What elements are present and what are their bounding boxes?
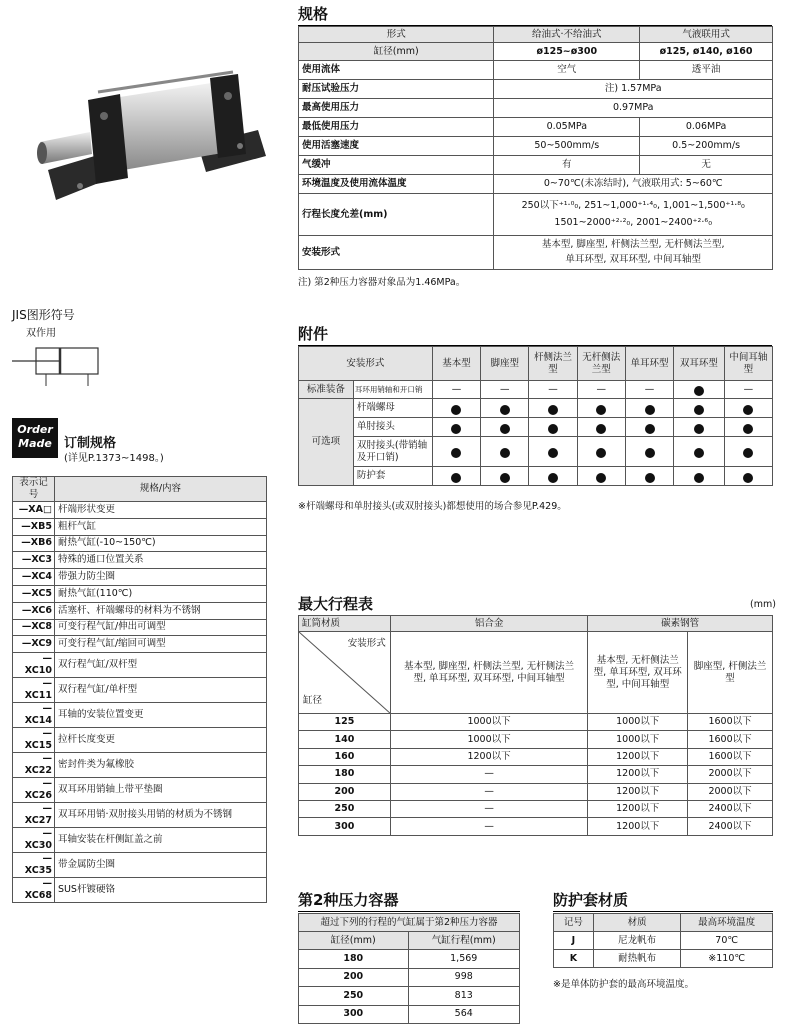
order-code: —XC30 [13, 828, 55, 853]
stroke-bore: 125 [299, 714, 391, 731]
jis-sub: 双作用 [26, 328, 56, 339]
boot-note: ※是单体防护套的最高环境温度。 [553, 979, 694, 990]
boot-code: K [554, 950, 594, 968]
boot-material: 耐热帆布 [593, 950, 681, 968]
stroke-value: 2400以下 [688, 800, 773, 817]
spec-table [298, 26, 773, 270]
order-row [13, 703, 267, 728]
order-content: 双耳环用销轴上带平垫圈 [54, 778, 266, 803]
spec-row-a: 有 [494, 156, 640, 175]
stroke-value: 1200以下 [588, 766, 688, 783]
filled-dot-icon [645, 424, 655, 434]
stroke-bore: 140 [299, 731, 391, 748]
stroke-bore: 250 [299, 800, 391, 817]
spec-stroke-tol-line1: 250以下⁺¹·⁰₀, 251~1,000⁺¹·⁴₀, 1,001~1,500⁺¹·⁸₀ [521, 200, 745, 211]
order-code: —XC27 [13, 803, 55, 828]
filled-dot-icon [500, 405, 510, 415]
spec-row-b: 0.5~200mm/s [640, 137, 773, 156]
acc-head-col: 杆侧法兰型 [529, 347, 577, 381]
order-content: 活塞杆、杆端螺母的材料为不锈钢 [54, 602, 266, 619]
acc-cell [577, 467, 625, 486]
boot-table [553, 913, 773, 968]
stroke-value: 1600以下 [688, 748, 773, 765]
stroke-value: 1000以下 [588, 731, 688, 748]
order-row [13, 803, 267, 828]
order-row [13, 585, 267, 602]
stroke-bore: 300 [299, 818, 391, 835]
acc-opt-group: 可选项 [299, 399, 354, 486]
pressure-head: 超过下列的行程的气缸属于第2种压力容器 [299, 914, 520, 932]
spec-mount-line1: 基本型, 脚座型, 杆侧法兰型, 无杆侧法兰型, [541, 239, 725, 250]
spec-row-b: 透平油 [640, 61, 773, 80]
spec-note: 注) 第2种压力容器对象品为1.46MPa。 [298, 277, 466, 288]
order-content: 可变行程气缸/伸出可调型 [54, 619, 266, 636]
acc-cell [724, 437, 772, 467]
acc-cell [674, 418, 724, 437]
stroke-row [299, 818, 773, 835]
pressure-stroke: 998 [408, 968, 520, 987]
acc-note: ※杆端螺母和单肘接头(或双肘接头)都想使用的场合参见P.429。 [298, 501, 567, 512]
order-content: 带金属防尘圈 [54, 853, 266, 878]
filled-dot-icon [596, 424, 606, 434]
spec-row-a: 空气 [494, 61, 640, 80]
spec-bore-b: ø125, ø140, ø160 [640, 43, 773, 61]
spec-row-a: 50~500mm/s [494, 137, 640, 156]
order-code: —XC22 [13, 753, 55, 778]
stroke-tube-label: 缸筒材质 [299, 616, 391, 632]
acc-cell [577, 437, 625, 467]
boot-row [554, 932, 773, 950]
order-row [13, 569, 267, 586]
filled-dot-icon [694, 448, 704, 458]
stroke-bore: 160 [299, 748, 391, 765]
acc-cell [529, 418, 577, 437]
stroke-value: 1600以下 [688, 731, 773, 748]
spec-row-all: 0~70℃(未冻结时), 气液联用式: 5~60℃ [494, 175, 773, 194]
acc-cell: — [577, 381, 625, 399]
acc-opt-item: 单肘接头 [353, 418, 432, 437]
acc-head-col: 双耳环型 [674, 347, 724, 381]
acc-cell [481, 467, 529, 486]
stroke-value: 1000以下 [390, 731, 588, 748]
filled-dot-icon [500, 448, 510, 458]
stroke-title: 最大行程表 [298, 595, 772, 616]
acc-head-col: 脚座型 [481, 347, 529, 381]
order-row [13, 602, 267, 619]
acc-head-mount: 安装形式 [299, 347, 433, 381]
acc-cell [432, 437, 480, 467]
spec-row-all: 注) 1.57MPa [494, 80, 773, 99]
order-code: —XC26 [13, 778, 55, 803]
stroke-value: 1000以下 [390, 714, 588, 731]
spec-head-form: 形式 [299, 27, 494, 43]
acc-head-col: 基本型 [432, 347, 480, 381]
filled-dot-icon [451, 448, 461, 458]
acc-table [298, 346, 773, 486]
filled-dot-icon [645, 473, 655, 483]
order-head-code: 表示记号 [13, 477, 55, 502]
acc-cell [481, 418, 529, 437]
stroke-col3: 脚座型, 杆侧法兰型 [688, 632, 773, 714]
order-row [13, 619, 267, 636]
order-content: 耳轴的安装位置变更 [54, 703, 266, 728]
order-code: —XB6 [13, 535, 55, 552]
order-row [13, 535, 267, 552]
acc-cell [432, 399, 480, 418]
filled-dot-icon [596, 405, 606, 415]
acc-cell [529, 399, 577, 418]
spec-stroke-tol-label: 行程长度允差(mm) [299, 194, 494, 236]
filled-dot-icon [694, 405, 704, 415]
logo-text-2: Made [18, 437, 52, 450]
order-content: 特殊的通口位置关系 [54, 552, 266, 569]
acc-head-col: 无杆侧法兰型 [577, 347, 625, 381]
order-code: —XC68 [13, 878, 55, 903]
boot-material: 尼龙帆布 [593, 932, 681, 950]
pressure-bore: 300 [299, 1005, 409, 1024]
filled-dot-icon [743, 473, 753, 483]
order-row [13, 678, 267, 703]
stroke-value: 1000以下 [588, 714, 688, 731]
stroke-mat-steel: 碳素钢管 [588, 616, 773, 632]
order-content: 带强力防尘圈 [54, 569, 266, 586]
acc-cell [481, 399, 529, 418]
pressure-row [299, 1005, 520, 1024]
cylinder-product-image [28, 60, 278, 220]
stroke-bore: 200 [299, 783, 391, 800]
pressure-row [299, 968, 520, 987]
pressure-row [299, 950, 520, 969]
order-content: 耳轴安装在杆侧缸盖之前 [54, 828, 266, 853]
stroke-value: — [390, 818, 588, 835]
pressure-bore: 200 [299, 968, 409, 987]
order-code: —XC10 [13, 653, 55, 678]
acc-cell [432, 418, 480, 437]
acc-cell [724, 467, 772, 486]
filled-dot-icon [548, 473, 558, 483]
order-row [13, 518, 267, 535]
order-code: —XC35 [13, 853, 55, 878]
order-content: 耐热气缸(-10~150℃) [54, 535, 266, 552]
boot-title: 防护套材质 [553, 891, 773, 912]
spec-mount-value [494, 236, 773, 270]
pressure-row [299, 987, 520, 1006]
acc-cell [577, 399, 625, 418]
spec-row-b: 0.06MPa [640, 118, 773, 137]
stroke-col2: 基本型, 无杆侧法兰型, 单耳环型, 双耳环型, 中间耳轴型 [588, 632, 688, 714]
order-content: 耐热气缸(110℃) [54, 585, 266, 602]
order-content: 粗杆气缸 [54, 518, 266, 535]
filled-dot-icon [596, 448, 606, 458]
order-row [13, 552, 267, 569]
acc-cell [625, 399, 673, 418]
pressure-col-stroke: 气缸行程(mm) [408, 932, 520, 950]
stroke-value: — [390, 800, 588, 817]
order-content: 密封件类为氟橡胶 [54, 753, 266, 778]
order-row [13, 653, 267, 678]
order-row [13, 778, 267, 803]
stroke-row [299, 748, 773, 765]
stroke-value: 1200以下 [390, 748, 588, 765]
stroke-mount-label: 安装形式 [347, 638, 386, 649]
order-code: —XC5 [13, 585, 55, 602]
stroke-value: — [390, 766, 588, 783]
order-code: —XA□ [13, 502, 55, 519]
pressure-bore: 250 [299, 987, 409, 1006]
order-code: —XC8 [13, 619, 55, 636]
boot-row [554, 950, 773, 968]
logo-text-1: Order [17, 423, 53, 436]
stroke-value: 1200以下 [588, 800, 688, 817]
stroke-value: 2000以下 [688, 783, 773, 800]
acc-cell [625, 467, 673, 486]
filled-dot-icon [548, 424, 558, 434]
stroke-bore-label: 缸径 [303, 695, 323, 706]
acc-cell [625, 437, 673, 467]
order-row [13, 636, 267, 653]
order-content: 双耳环用销·双肘接头用销的材质为不锈钢 [54, 803, 266, 828]
stroke-value: 1200以下 [588, 748, 688, 765]
order-row [13, 828, 267, 853]
spec-row-label: 环境温度及使用流体温度 [299, 175, 494, 194]
filled-dot-icon [451, 424, 461, 434]
filled-dot-icon [548, 405, 558, 415]
spec-row-b: 无 [640, 156, 773, 175]
stroke-value: 1200以下 [588, 818, 688, 835]
spec-row-label: 最低使用压力 [299, 118, 494, 137]
acc-opt-item: 双肘接头(带销轴及开口销) [353, 437, 432, 467]
pressure-bore: 180 [299, 950, 409, 969]
acc-head-col: 中间耳轴型 [724, 347, 772, 381]
order-row [13, 728, 267, 753]
boot-code: J [554, 932, 594, 950]
filled-dot-icon [500, 424, 510, 434]
spec-stroke-tol-line2: 1501~2000⁺²·²₀, 2001~2400⁺²·⁶₀ [554, 217, 713, 228]
spec-title: 规格 [298, 5, 772, 26]
order-content: 可变行程气缸/缩回可调型 [54, 636, 266, 653]
stroke-row [299, 783, 773, 800]
spec-bore-label: 缸径(mm) [299, 43, 494, 61]
pressure-stroke: 1,569 [408, 950, 520, 969]
order-content: 双行程气缸/双杆型 [54, 653, 266, 678]
spec-stroke-tol-value [494, 194, 773, 236]
acc-opt-item: 杆端螺母 [353, 399, 432, 418]
filled-dot-icon [500, 473, 510, 483]
acc-cell [674, 437, 724, 467]
order-made-logo [12, 418, 58, 458]
double-acting-symbol [10, 340, 110, 392]
boot-temp: 70℃ [681, 932, 773, 950]
stroke-value: 1200以下 [588, 783, 688, 800]
acc-cell [674, 381, 724, 399]
spec-row-all: 0.97MPa [494, 99, 773, 118]
order-title: 订制规格 [64, 436, 117, 451]
order-head-content: 规格/内容 [54, 477, 266, 502]
stroke-diag-cell [299, 632, 391, 714]
spec-row-label: 最高使用压力 [299, 99, 494, 118]
filled-dot-icon [743, 448, 753, 458]
pressure-title: 第2种压力容器 [298, 891, 520, 912]
order-row [13, 502, 267, 519]
acc-std-group: 标准装备 [299, 381, 354, 399]
order-code: —XC6 [13, 602, 55, 619]
acc-cell [724, 399, 772, 418]
filled-dot-icon [743, 405, 753, 415]
spec-row-label: 使用流体 [299, 61, 494, 80]
order-code: —XC11 [13, 678, 55, 703]
filled-dot-icon [451, 473, 461, 483]
stroke-col1: 基本型, 脚座型, 杆侧法兰型, 无杆侧法兰型, 单耳环型, 双耳环型, 中间耳轴型 [390, 632, 588, 714]
filled-dot-icon [645, 405, 655, 415]
spec-row-a: 0.05MPa [494, 118, 640, 137]
stroke-mat-aluminum: 铝合金 [390, 616, 588, 632]
order-code: —XC9 [13, 636, 55, 653]
filled-dot-icon [694, 424, 704, 434]
pressure-stroke: 813 [408, 987, 520, 1006]
spec-mount-label: 安装形式 [299, 236, 494, 270]
acc-std-item: 耳环用销轴和开口销 [353, 381, 432, 399]
filled-dot-icon [596, 473, 606, 483]
order-code: —XC4 [13, 569, 55, 586]
filled-dot-icon [694, 473, 704, 483]
stroke-value: — [390, 783, 588, 800]
spec-head-oil: 给油式·不给油式 [494, 27, 640, 43]
order-content: 双行程气缸/单杆型 [54, 678, 266, 703]
spec-row-label: 气缓冲 [299, 156, 494, 175]
spec-mount-line2: 单耳环型, 双耳环型, 中间耳轴型 [565, 254, 702, 265]
filled-dot-icon [451, 405, 461, 415]
order-row [13, 753, 267, 778]
order-table [12, 476, 267, 903]
stroke-value: 2000以下 [688, 766, 773, 783]
stroke-row [299, 766, 773, 783]
stroke-row [299, 714, 773, 731]
boot-head-temp: 最高环境温度 [681, 914, 773, 932]
stroke-unit: (mm) [750, 599, 776, 610]
acc-cell: — [529, 381, 577, 399]
boot-head-code: 记号 [554, 914, 594, 932]
jis-title: JIS图形符号 [12, 308, 75, 322]
acc-cell [674, 467, 724, 486]
order-code: —XC14 [13, 703, 55, 728]
acc-cell: — [625, 381, 673, 399]
order-content: 杆端形状变更 [54, 502, 266, 519]
stroke-value: 1600以下 [688, 714, 773, 731]
stroke-row [299, 800, 773, 817]
pressure-col-bore: 缸径(mm) [299, 932, 409, 950]
filled-dot-icon [645, 448, 655, 458]
stroke-row [299, 731, 773, 748]
order-code: —XC3 [13, 552, 55, 569]
boot-temp: ※110℃ [681, 950, 773, 968]
filled-dot-icon [548, 448, 558, 458]
acc-cell [724, 418, 772, 437]
acc-cell [674, 399, 724, 418]
pressure-table [298, 913, 520, 1024]
order-content: SUS杆镀硬铬 [54, 878, 266, 903]
acc-cell [577, 418, 625, 437]
filled-dot-icon [694, 386, 704, 396]
order-sub: (详见P.1373~1498。) [64, 453, 164, 464]
order-row [13, 878, 267, 903]
order-content: 拉杆长度变更 [54, 728, 266, 753]
order-code: —XC15 [13, 728, 55, 753]
spec-bore-a: ø125~ø300 [494, 43, 640, 61]
acc-head-col: 单耳环型 [625, 347, 673, 381]
stroke-table [298, 615, 773, 836]
acc-cell [432, 467, 480, 486]
acc-cell: — [432, 381, 480, 399]
acc-cell [529, 467, 577, 486]
boot-head-material: 材质 [593, 914, 681, 932]
spec-row-label: 使用活塞速度 [299, 137, 494, 156]
order-row [13, 853, 267, 878]
stroke-value: 2400以下 [688, 818, 773, 835]
acc-cell: — [481, 381, 529, 399]
acc-cell [625, 418, 673, 437]
spec-head-hydro: 气液联用式 [640, 27, 773, 43]
order-code: —XB5 [13, 518, 55, 535]
acc-opt-item: 防护套 [353, 467, 432, 486]
acc-cell: — [724, 381, 772, 399]
acc-cell [481, 437, 529, 467]
acc-title: 附件 [298, 325, 772, 346]
filled-dot-icon [743, 424, 753, 434]
stroke-bore: 180 [299, 766, 391, 783]
pressure-stroke: 564 [408, 1005, 520, 1024]
acc-cell [529, 437, 577, 467]
spec-row-label: 耐压试验压力 [299, 80, 494, 99]
